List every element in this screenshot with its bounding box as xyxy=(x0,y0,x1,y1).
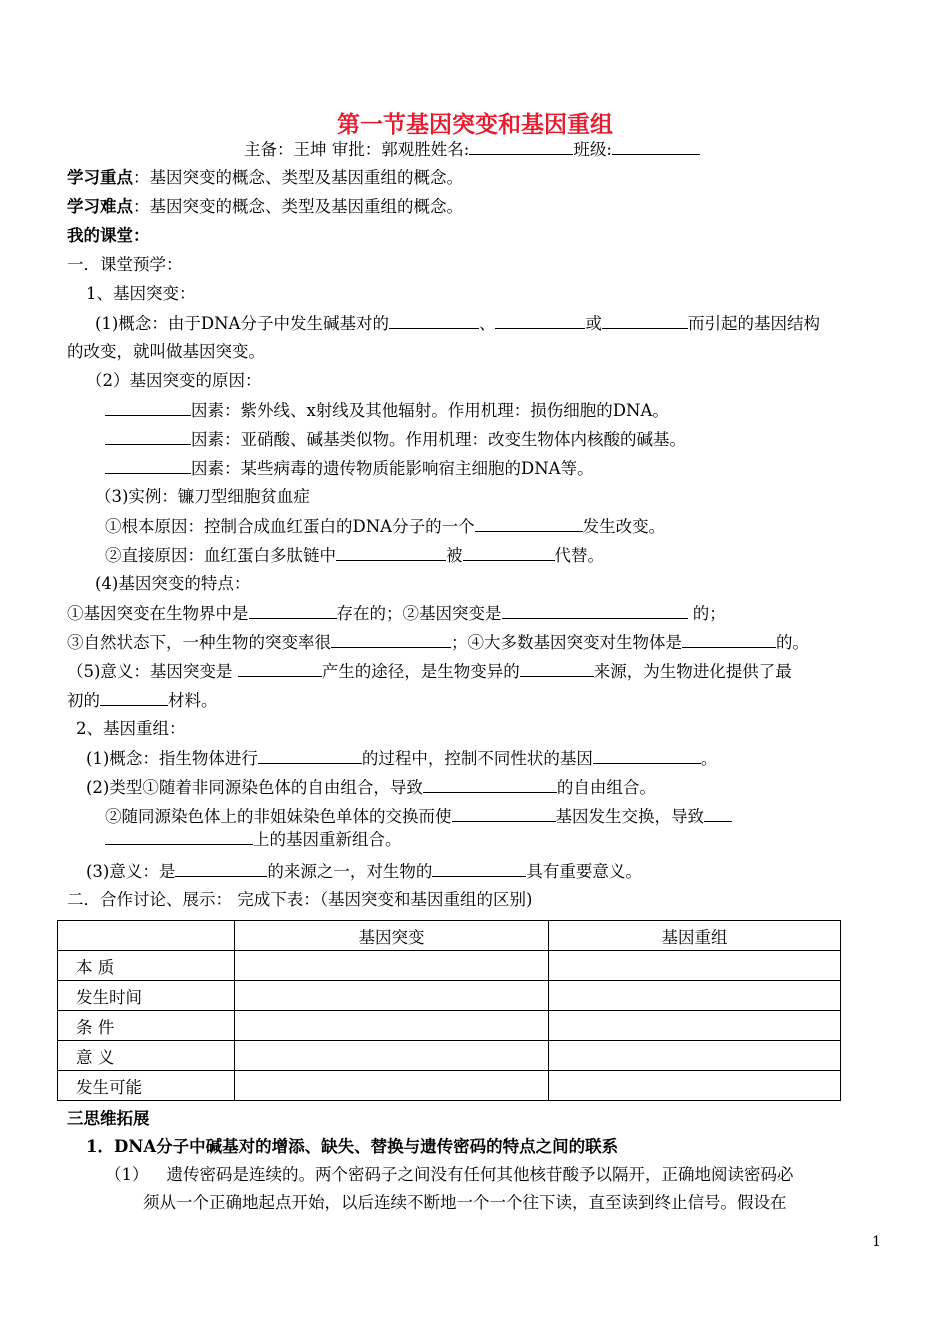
concept-line: (1)概念：由于DNA分子中发生碱基对的 、 或 而引起的基因结构 xyxy=(95,314,820,333)
recombination-type-2: ②随同源染色体上的非姐妹染色单体的交换而使 基因发生交换，导致 xyxy=(105,805,732,828)
author-line: 主备：王坤 审批：郭观胜姓名: 班级: xyxy=(244,138,700,161)
row-label: 条 件 xyxy=(58,1011,235,1041)
table-header-cell: 基因突变 xyxy=(235,921,549,951)
paragraph-line-2: 须从一个正确地起点开始，以后连续不断地一个一个往下读，直至读到终止信号。假设在 xyxy=(143,1193,787,1212)
recombination-concept: (1)概念：指生物体进行 的过程中，控制不同性状的基因 。 xyxy=(86,749,718,768)
answer-cell[interactable] xyxy=(235,951,549,981)
page-number: 1 xyxy=(872,1234,881,1250)
section-three-heading: 三思维拓展 xyxy=(67,1109,150,1128)
mutation-heading: 1、基因突变： xyxy=(86,284,196,303)
answer-cell[interactable] xyxy=(549,951,841,981)
blank[interactable] xyxy=(258,747,362,764)
table-row xyxy=(58,981,841,1011)
class-blank[interactable] xyxy=(612,138,700,155)
page-title: 第一节基因突变和基因重组 xyxy=(337,112,613,138)
causes-heading: （2）基因突变的原因： xyxy=(86,371,262,390)
section-one-heading: 一．课堂预学： xyxy=(67,255,183,274)
table-header-cell xyxy=(58,921,235,951)
blank[interactable] xyxy=(105,428,191,445)
classroom-heading: 我的课堂： xyxy=(67,226,150,245)
answer-cell[interactable] xyxy=(549,1041,841,1071)
blank[interactable] xyxy=(452,805,556,822)
cause-chemical: 因素：亚硝酸、碱基类似物。作用机理：改变生物体内核酸的碱基。 xyxy=(105,428,686,451)
blank[interactable] xyxy=(105,828,253,845)
section-two-heading: 二．合作讨论、展示： 完成下表：（基因突变和基因重组的区别) xyxy=(67,890,533,909)
blank[interactable] xyxy=(502,602,688,619)
answer-cell[interactable] xyxy=(235,1071,549,1101)
blank[interactable] xyxy=(389,312,479,329)
recombination-type-2-cont: 上的基因重新组合。 xyxy=(105,828,402,851)
row-label: 发生时间 xyxy=(58,981,235,1011)
recombination-heading: 2、基因重组： xyxy=(76,719,186,738)
blank[interactable] xyxy=(463,544,555,561)
recombination-significance: (3)意义：是 的来源之一，对生物的 具有重要意义。 xyxy=(86,862,642,881)
answer-cell[interactable] xyxy=(549,981,841,1011)
difficulty-line: 学习难点：基因突变的概念、类型及基因重组的概念。 xyxy=(67,197,463,216)
row-label: 本 质 xyxy=(58,951,235,981)
answer-cell[interactable] xyxy=(235,1041,549,1071)
root-cause-line: ①根本原因：控制合成血红蛋白的DNA分子的一个 发生改变。 xyxy=(105,517,666,536)
blank[interactable] xyxy=(602,312,688,329)
blank[interactable] xyxy=(520,660,594,677)
direct-cause-line: ②直接原因：血红蛋白多肽链中 被 代替。 xyxy=(105,546,604,565)
significance-line: （5)意义：基因突变是 产生的途径，是生物变异的 来源，为生物进化提供了最 xyxy=(67,662,792,681)
cause-biological: 因素：某些病毒的遗传物质能影响宿主细胞的DNA等。 xyxy=(105,457,594,480)
table-row xyxy=(58,1041,841,1071)
recombination-type-1: (2)类型①随着非同源染色体的自由组合，导致 的自由组合。 xyxy=(86,778,656,797)
features-line-1: ①基因突变在生物界中是 存在的；②基因突变是 的； xyxy=(67,604,726,623)
table-header-cell: 基因重组 xyxy=(549,921,841,951)
answer-cell[interactable] xyxy=(235,1011,549,1041)
blank[interactable] xyxy=(704,805,732,822)
features-line-2: ③自然状态下，一种生物的突变率很 ；④大多数基因突变对生物体是 的。 xyxy=(67,633,809,652)
blank[interactable] xyxy=(432,860,526,877)
blank[interactable] xyxy=(593,747,701,764)
answer-cell[interactable] xyxy=(549,1071,841,1101)
table-row xyxy=(58,1071,841,1101)
blank[interactable] xyxy=(238,660,322,677)
blank[interactable] xyxy=(423,776,557,793)
name-blank[interactable] xyxy=(469,138,573,155)
blank[interactable] xyxy=(475,515,583,532)
blank[interactable] xyxy=(105,399,191,416)
blank[interactable] xyxy=(105,457,191,474)
cause-physical: 因素：紫外线、x射线及其他辐射。作用机理：损伤细胞的DNA。 xyxy=(105,399,669,422)
table-header-row xyxy=(58,921,841,951)
significance-line-2: 初的 材料。 xyxy=(67,691,218,710)
concept-line-2: 的改变，就叫做基因突变。 xyxy=(67,342,265,361)
answer-cell[interactable] xyxy=(549,1011,841,1041)
blank[interactable] xyxy=(331,631,451,648)
blank[interactable] xyxy=(336,544,446,561)
table-row xyxy=(58,951,841,981)
focus-line: 学习重点：基因突变的概念、类型及基因重组的概念。 xyxy=(67,168,463,187)
blank[interactable] xyxy=(495,312,585,329)
row-label: 意 义 xyxy=(58,1041,235,1071)
example-heading: （3)实例：镰刀型细胞贫血症 xyxy=(95,487,310,506)
blank[interactable] xyxy=(100,689,168,706)
row-label: 发生可能 xyxy=(58,1071,235,1101)
paragraph-line-1: （1） 遗传密码是连续的。两个密码子之间没有任何其他核苷酸予以隔开，正确地阅读密码必 xyxy=(105,1165,794,1184)
comparison-table xyxy=(57,920,841,1101)
blank[interactable] xyxy=(249,602,337,619)
answer-cell[interactable] xyxy=(235,981,549,1011)
blank[interactable] xyxy=(175,860,267,877)
features-heading: (4)基因突变的特点： xyxy=(95,574,251,593)
table-row xyxy=(58,1011,841,1041)
blank[interactable] xyxy=(682,631,776,648)
question-one: 1．DNA分子中碱基对的增添、缺失、替换与遗传密码的特点之间的联系 xyxy=(86,1137,619,1156)
